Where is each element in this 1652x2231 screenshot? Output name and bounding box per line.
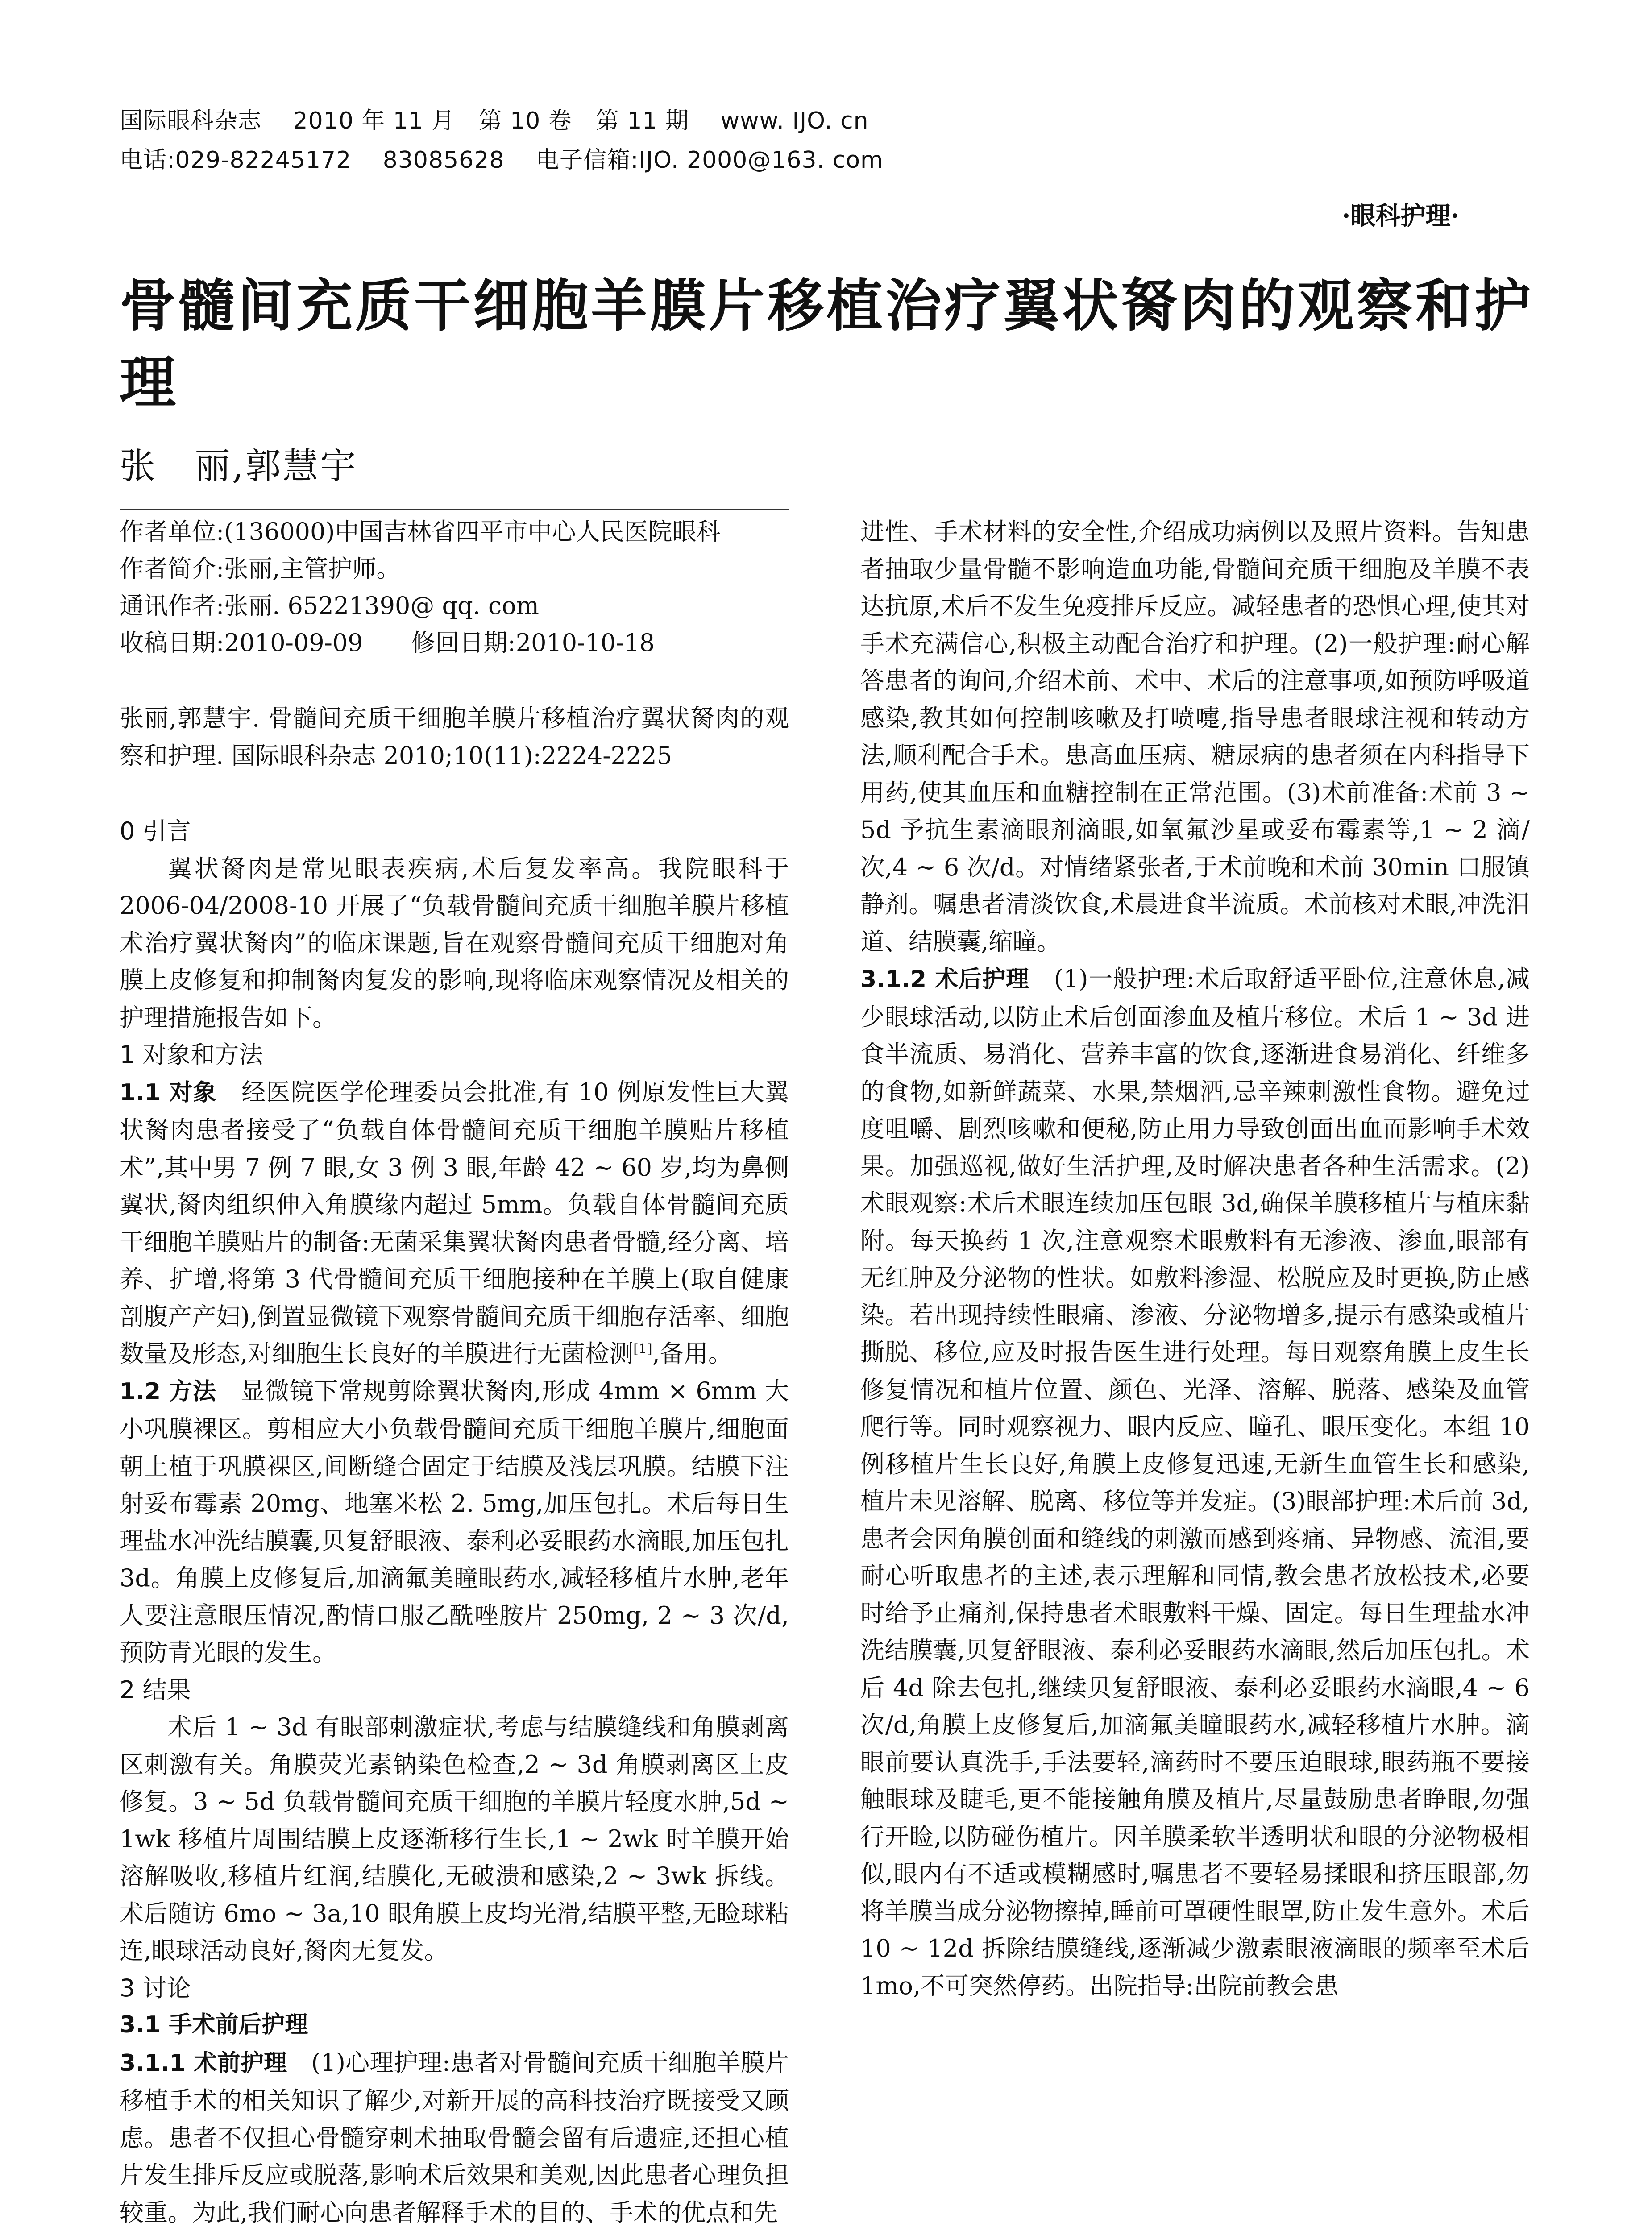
intro-paragraph: 翼状胬肉是常见眼表疾病,术后复发率高。我院眼科于 2006-04/2008-10 开展了“负载骨髓间充质干细胞羊膜片移植术治疗翼状胬肉”的临床课题,旨在观察骨髓间充质干细胞对角膜上皮修复和抑制胬肉复发的影响,现将临床观察情况及相关的护理措施报告如下。 [120, 854, 789, 1032]
results-paragraph: 术后 1 ~ 3d 有眼部刺激症状,考虑与结膜缝线和角膜剥离区刺激有关。角膜荧光素钠染色检查,2 ~ 3d 角膜剥离区上皮修复。3 ~ 5d 负载骨髓间充质干细胞的羊膜片轻度水肿,5d ~ 1wk 移植片周围结膜上皮逐渐移行生长,1 ~ 2wk 时羊膜开始溶解吸收,移植片红润,结膜化,无破溃和感染,2 ~ 3wk 拆线。术后随访 6mo ~ 3a,10 眼角膜上皮均光滑,结膜平整,无睑球粘连,眼球活动良好,胬肉无复发。 [120, 1713, 789, 1965]
article-title: 骨髓间充质干细胞羊膜片移植治疗翼状胬肉的观察和护理 [120, 273, 1533, 415]
subjects-tail: ,备用。 [652, 1339, 732, 1368]
methods-text: 显微镜下常规剪除翼状胬肉,形成 4mm × 6mm 大小巩膜裸区。剪相应大小负载骨髓间充质干细胞羊膜片,细胞面朝上植于巩膜裸区,间断缝合固定于结膜及浅层巩膜。结膜下注射妥布霉素 20mg、地塞米松 2. 5mg,加压包扎。术后每日生理盐水冲洗结膜囊,贝复舒眼液、泰利必妥眼药水滴眼,加压包扎 3d。角膜上皮修复后,加滴氟美瞳眼药水,减轻移植片水肿,老年人要注意眼压情况,酌情口服乙酰唑胺片 250mg, 2 ~ 3 次/d,预防青光眼的发生。 [120, 1377, 789, 1667]
postop-care-text: (1)一般护理:术后取舒适平卧位,注意休息,减少眼球活动,以防止术后创面渗血及植片移位。术后 1 ~ 3d 进食半流质、易消化、营养丰富的饮食,逐渐进食易消化、纤维多的食物,如新鲜蔬菜、水果,禁烟酒,忌辛辣刺激性食物。避免过度咀嚼、剧烈咳嗽和便秘,防止用力导致创面出血而影响手术效果。加强巡视,做好生活护理,及时解决患者各种生活需求。(2)术眼观察:术后术眼连续加压包眼 3d,确保羊膜移植片与植床黏附。每天换药 1 次,注意观察术眼敷料有无渗液、渗血,眼部有无红肿及分泌物的性状。如敷料渗湿、松脱应及时更换,防止感染。若出现持续性眼痛、渗液、分泌物增多,提示有感染或植片撕脱、移位,应及时报告医生进行处理。每日观察角膜上皮生长修复情况和植片位置、颜色、光泽、溶解、脱落、感染及血管爬行等。同时观察视力、眼内反应、瞳孔、眼压变化。本组 10 例移植片生长良好,角膜上皮修复迅速,无新生血管生长和感染,植片未见溶解、脱离、移位等并发症。(3)眼部护理:术后前 3d,患者会因角膜创面和缝线的刺激而感到疼痛、异物感、流泪,要耐心听取患者的主述,表示理解和同情,教会患者放松技术,必要时给予止痛剂,保持患者术眼敷料干燥、固定。每日生理盐水冲洗结膜囊,贝复舒眼液、泰利必妥眼药水滴眼,然后加压包扎。术后 4d 除去包扎,继续贝复舒眼液、泰利必妥眼药水滴眼,4 ~ 6 次/d,角膜上皮修复后,加滴氟美瞳眼药水,减轻移植片水肿。滴眼前要认真洗手,手法要轻,滴药时不要压迫眼球,眼药瓶不要接触眼球及睫毛,更不能接触角膜及植片,尽量鼓励患者睁眼,勿强行开睑,以防碰伤植片。因羊膜柔软半透明状和眼的分泌物极相似,眼内有不适或模糊感时,嘱患者不要轻易揉眼和挤压眼部,勿将羊膜当成分泌物擦掉,睡前可罩硬性眼罩,防止发生意外。术后 10 ~ 12d 拆除结膜缝线,逐渐减少激素眼液滴眼的频率至术后 1mo,不可突然停药。出院指导:出院前教会患 [860, 965, 1530, 2000]
section-tag: ·眼科护理· [1342, 201, 1459, 231]
article-authors: 张 丽,郭慧宇 [120, 445, 358, 487]
section-heading-methods: 1 对象和方法 [120, 1041, 263, 1069]
subjects-text: 经医院医学伦理委员会批准,有 10 例原发性巨大翼状胬肉患者接受了“负载自体骨髓间充质干细胞羊膜贴片移植术”,其中男 7 例 7 眼,女 3 例 3 眼,年龄 42 ~ 60 岁,均为鼻侧翼状,胬肉组织伸入角膜缘内超过 5mm。负载自体骨髓间充质干细胞羊膜贴片的制备:无菌采集翼状胬肉患者骨髓,经分离、培养、扩增,将第 3 代骨髓间充质干细胞接种在羊膜上(取自健康剖腹产产妇),倒置显微镜下观察骨髓间充质干细胞存活率、细胞数量及形态,对细胞生长良好的羊膜进行无菌检测 [120, 1078, 789, 1368]
correspondence: 通讯作者:张丽. 65221390@ qq. com [120, 592, 539, 620]
affiliation: 作者单位:(136000)中国吉林省四平市中心人民医院眼科 [120, 518, 721, 546]
right-column [860, 513, 1530, 2004]
header-divider [120, 509, 789, 510]
subsection-label: 3.1.1 术前护理 [120, 2049, 287, 2077]
section-heading-intro: 0 引言 [120, 817, 191, 845]
citation: 张丽,郭慧宇. 骨髓间充质干细胞羊膜片移植治疗翼状胬肉的观察和护理. 国际眼科杂志 2010;10(11):2224-2225 [120, 704, 789, 770]
left-column [120, 513, 789, 2231]
subjects-paragraph [120, 1074, 789, 1373]
journal-header-line2: 电话:029-82245172 83085628 电子信箱:IJO. 2000@163. com [120, 147, 884, 174]
preop-care-text: (1)心理护理:患者对骨髓间充质干细胞羊膜片移植手术的相关知识了解少,对新开展的高科技治疗既接受又顾虑。患者不仅担心骨髓穿刺术抽取骨髓会留有后遗症,还担心植片发生排斥反应或脱落,影响术后效果和美观,因此患者心理负担较重。为此,我们耐心向患者解释手术的目的、手术的优点和先 [120, 2048, 789, 2227]
author-bio: 作者简介:张丽,主管护师。 [120, 555, 401, 583]
methods-paragraph [120, 1373, 789, 1671]
subsection-label: 1.1 对象 [120, 1079, 217, 1106]
subsection-heading: 3.1 手术前后护理 [120, 2011, 308, 2038]
subsection-label: 1.2 方法 [120, 1378, 216, 1405]
journal-header-line1: 国际眼科杂志 2010 年 11 月 第 10 卷 第 11 期 www. IJO. cn [120, 108, 869, 134]
section-heading-results: 2 结果 [120, 1675, 191, 1704]
received-dates: 收稿日期:2010-09-09 修回日期:2010-10-18 [120, 629, 655, 657]
preop-care-paragraph [120, 2044, 789, 2231]
preop-care-continued: 进性、手术材料的安全性,介绍成功病例以及照片资料。告知患者抽取少量骨髓不影响造血功能,骨髓间充质干细胞及羊膜不表达抗原,术后不发生免疫排斥反应。减轻患者的恐惧心理,使其对手术充满信心,积极主动配合治疗和护理。(2)一般护理:耐心解答患者的询问,介绍术前、术中、术后的注意事项,如预防呼吸道感染,教其如何控制咳嗽及打喷嚏,指导患者眼球注视和转动方法,顺利配合手术。患高血压病、糖尿病的患者须在内科指导下用药,使其血压和血糖控制在正常范围。(3)术前准备:术前 3 ~ 5d 予抗生素滴眼剂滴眼,如氧氟沙星或妥布霉素等,1 ~ 2 滴/次,4 ~ 6 次/d。对情绪紧张者,于术前晚和术前 30min 口服镇静剂。嘱患者清淡饮食,术晨进食半流质。术前核对术眼,冲洗泪道、结膜囊,缩瞳。 [860, 518, 1530, 956]
subsection-label: 3.1.2 术后护理 [860, 966, 1029, 993]
section-heading-discussion: 3 讨论 [120, 1974, 191, 2002]
postop-care-paragraph [860, 960, 1530, 2004]
reference-mark: [1] [633, 1341, 652, 1357]
